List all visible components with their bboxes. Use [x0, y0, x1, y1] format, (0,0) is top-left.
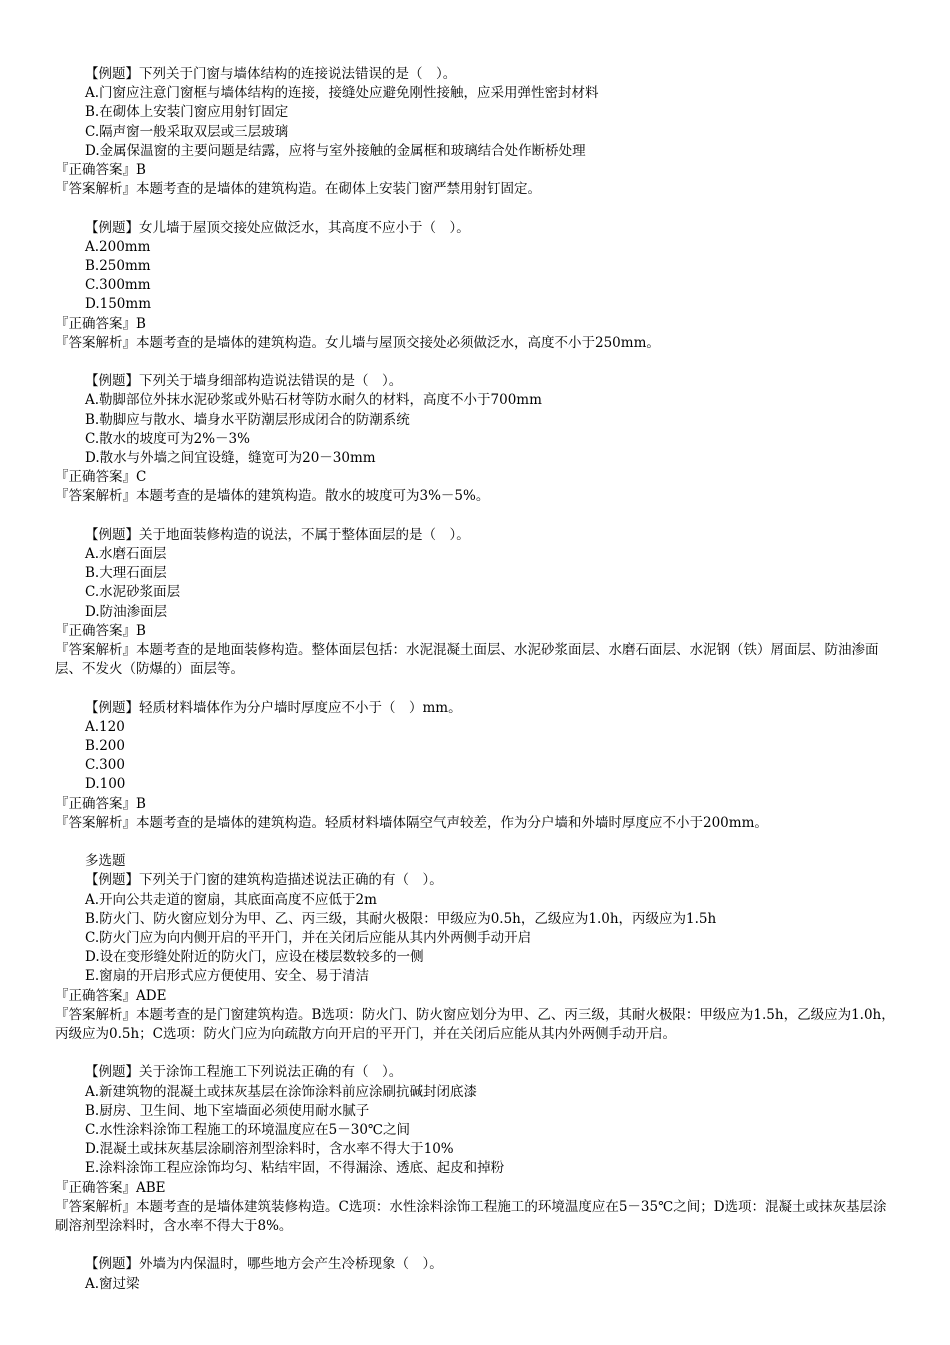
question-block [55, 526, 900, 680]
option: A.120 [85, 718, 125, 735]
question-block [55, 1255, 900, 1293]
question-block [55, 699, 900, 833]
option: C.隔声窗一般采取双层或三层玻璃 [85, 123, 289, 140]
question-block [55, 65, 900, 199]
question-stem: 【例题】轻质材料墙体作为分户墙时厚度应不小于（ ）mm。 [85, 699, 462, 716]
question-stem: 【例题】关于地面装修构造的说法，不属于整体面层的是（ ）。 [85, 526, 470, 543]
option: A.新建筑物的混凝土或抹灰基层在涂饰涂料前应涂刷抗碱封闭底漆 [85, 1083, 478, 1100]
option: B.大理石面层 [85, 565, 167, 582]
question-stem: 【例题】下列关于门窗的建筑构造描述说法正确的有（ ）。 [85, 872, 443, 889]
question-block [55, 372, 900, 506]
option: E.窗扇的开启形式应方便使用、安全、易于清洁 [85, 968, 370, 985]
option: D.防油渗面层 [85, 603, 168, 620]
answer-explanation: 『答案解析』本题考查的是地面装修构造。整体面层包括：水泥混凝土面层、水泥砂浆面层、水磨石面层、水泥钢（铁）屑面层、防油渗面层、不发火（防爆的）面层等。 [55, 642, 879, 678]
option: B.勒脚应与散水、墙身水平防潮层形成闭合的防潮系统 [85, 411, 410, 428]
option: B.250mm [85, 258, 151, 275]
question-block [55, 871, 900, 1044]
option: B.防火门、防火窗应划分为甲、乙、丙三级，其耐火极限：甲级应为0.5h，乙级应为1.0h，丙级应为1.5h [85, 910, 717, 927]
section-title: 多选题 [85, 853, 126, 870]
option: A.开向公共走道的窗扇，其底面高度不应低于2m [85, 891, 377, 908]
option: D.混凝土或抹灰基层涂刷溶剂型涂料时，含水率不得大于10% [85, 1141, 454, 1158]
answer-explanation: 『答案解析』本题考查的是墙体的建筑构造。在砌体上安装门窗严禁用射钉固定。 [55, 181, 541, 198]
option: D.散水与外墙之间宜设缝，缝宽可为20－30mm [85, 450, 376, 467]
document-body [55, 65, 900, 1294]
correct-answer: 『正确答案』B [55, 795, 146, 812]
option: B.在砌体上安装门窗应用射钉固定 [85, 104, 289, 121]
option: D.150mm [85, 296, 152, 313]
answer-explanation: 『答案解析』本题考查的是墙体的建筑构造。女儿墙与屋顶交接处必须做泛水，高度不小于250mm。 [55, 334, 660, 351]
option: E.涂料涂饰工程应涂饰均匀、粘结牢固，不得漏涂、透底、起皮和掉粉 [85, 1160, 505, 1177]
option: C.防火门应为向内侧开启的平开门，并在关闭后应能从其内外两侧手动开启 [85, 930, 532, 947]
option: C.散水的坡度可为2%－3% [85, 430, 250, 447]
option: C.300 [85, 757, 125, 774]
option: A.门窗应注意门窗框与墙体结构的连接，接缝处应避免刚性接触，应采用弹性密封材料 [85, 85, 599, 102]
option: B.200 [85, 738, 125, 755]
option: C.水性涂料涂饰工程施工的环境温度应在5－30℃之间 [85, 1122, 411, 1139]
option: D.100 [85, 776, 126, 793]
correct-answer: 『正确答案』C [55, 469, 147, 486]
option: C.水泥砂浆面层 [85, 584, 181, 601]
question-stem: 【例题】关于涂饰工程施工下列说法正确的有（ ）。 [85, 1064, 403, 1081]
question-block [55, 219, 900, 353]
correct-answer: 『正确答案』B [55, 162, 146, 179]
correct-answer: 『正确答案』ABE [55, 1179, 166, 1196]
correct-answer: 『正确答案』ADE [55, 987, 167, 1004]
answer-explanation: 『答案解析』本题考查的是墙体建筑装修构造。C选项：水性涂料涂饰工程施工的环境温度应在5－35℃之间；D选项：混凝土或抹灰基层涂刷溶剂型涂料时，含水率不得大于8%。 [55, 1198, 887, 1235]
option: C.300mm [85, 277, 151, 294]
question-stem: 【例题】外墙为内保温时，哪些地方会产生冷桥现象（ ）。 [85, 1256, 443, 1273]
correct-answer: 『正确答案』B [55, 315, 146, 332]
question-stem: 【例题】下列关于门窗与墙体结构的连接说法错误的是（ ）。 [85, 66, 457, 82]
question-block [55, 1063, 900, 1236]
option: D.设在变形缝处附近的防火门，应设在楼层数较多的一侧 [85, 949, 424, 966]
option: A.水磨石面层 [85, 546, 167, 563]
question-stem: 【例题】女儿墙于屋顶交接处应做泛水，其高度不应小于（ ）。 [85, 219, 470, 236]
option: B.厨房、卫生间、地下室墙面必须使用耐水腻子 [85, 1102, 370, 1119]
answer-explanation: 『答案解析』本题考查的是墙体的建筑构造。散水的坡度可为3%－5%。 [55, 488, 490, 505]
answer-explanation: 『答案解析』本题考查的是门窗建筑构造。B选项：防火门、防火窗应划分为甲、乙、丙三级，其耐火极限：甲级应为1.5h，乙级应为1.0h，丙级应为0.5h；C选项：防火门应为向疏散方向开启的平开门，并在关闭后应能从其内外两侧手动开启。 [55, 1006, 895, 1043]
option: D.金属保温窗的主要问题是结露，应将与室外接触的金属框和玻璃结合处作断桥处理 [85, 142, 586, 159]
option: A.窗过梁 [85, 1275, 140, 1292]
correct-answer: 『正确答案』B [55, 622, 146, 639]
option: A.勒脚部位外抹水泥砂浆或外贴石材等防水耐久的材料，高度不小于700mm [85, 392, 542, 409]
option: A.200mm [85, 238, 151, 255]
answer-explanation: 『答案解析』本题考查的是墙体的建筑构造。轻质材料墙体隔空气声较差，作为分户墙和外墙时厚度应不小于200mm。 [55, 814, 768, 831]
question-stem: 【例题】下列关于墙身细部构造说法错误的是（ ）。 [85, 373, 403, 390]
